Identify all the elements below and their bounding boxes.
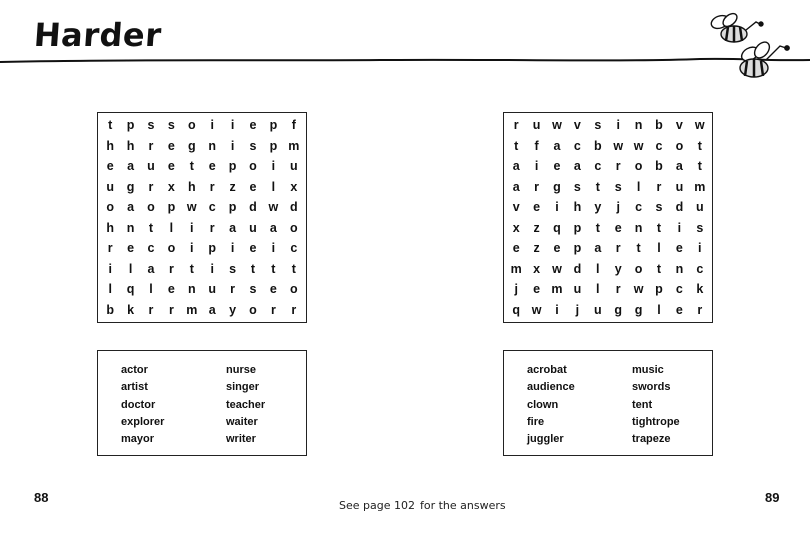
grid-letter: i — [271, 159, 276, 174]
grid-letter: o — [147, 200, 155, 215]
grid-letter: l — [271, 179, 276, 194]
grid-letter: n — [126, 220, 135, 235]
grid-letter: u — [675, 179, 684, 194]
word-item: artist — [121, 381, 148, 394]
word-item: audience — [527, 381, 575, 394]
grid-letter: r — [209, 179, 215, 194]
grid-letter: l — [169, 220, 174, 235]
grid-letter: x — [533, 261, 541, 276]
grid-letter: l — [128, 261, 133, 276]
grid-letter: c — [696, 261, 704, 276]
grid-letter: a — [553, 138, 561, 153]
grid-letter: o — [634, 159, 643, 174]
grid-letter: c — [635, 200, 643, 215]
grid-letter: t — [656, 261, 662, 276]
grid-letter: e — [106, 159, 114, 174]
grid-letter: r — [615, 282, 621, 297]
grid-letter: e — [553, 241, 561, 256]
word-item: music — [632, 364, 664, 376]
grid-letter: g — [553, 179, 561, 194]
grid-letter: a — [208, 302, 216, 317]
word-list-right — [503, 350, 713, 456]
grid-letter: h — [106, 138, 115, 153]
grid-letter: t — [148, 220, 154, 235]
grid-letter: b — [106, 302, 115, 317]
grid-letter: t — [595, 179, 600, 194]
grid-letter: p — [655, 282, 663, 297]
grid-letter: r — [230, 282, 236, 297]
grid-letter: a — [229, 220, 237, 235]
grid-letter: t — [250, 261, 256, 276]
grid-letter: e — [533, 282, 541, 297]
grid-letter: r — [697, 302, 703, 317]
grid-letter: e — [249, 241, 257, 256]
grid-letter: u — [147, 159, 155, 174]
grid-letter: e — [553, 159, 561, 174]
grid-letter: c — [675, 282, 683, 297]
grid-letter: e — [167, 138, 175, 153]
grid-letter: i — [677, 220, 682, 235]
grid-letter: c — [573, 138, 581, 153]
grid-letter: r — [534, 179, 540, 194]
grid-letter: y — [229, 302, 237, 317]
grid-letter: u — [208, 282, 216, 297]
grid-letter: m — [694, 179, 706, 194]
grid-letter: u — [532, 118, 541, 133]
grid-letter: g — [614, 302, 622, 317]
grid-letter: w — [613, 138, 624, 153]
grid-letter: k — [127, 302, 135, 317]
grid-letter: r — [168, 261, 174, 276]
grid-letter: w — [552, 261, 562, 276]
grid-letter: t — [697, 159, 702, 174]
grid-letter: p — [269, 138, 278, 153]
word-item: singer — [226, 381, 260, 394]
grid-letter: v — [675, 118, 683, 133]
grid-letter: c — [594, 159, 602, 174]
word-item: writer — [226, 433, 256, 446]
grid-letter: t — [656, 220, 662, 235]
grid-letter: w — [268, 200, 279, 215]
page-number-left: 88 — [34, 490, 49, 505]
word-column-1 — [527, 362, 575, 448]
grid-letter: p — [167, 200, 176, 215]
grid-letter: a — [675, 159, 683, 174]
grid-letter: t — [108, 118, 113, 133]
grid-letter: o — [634, 261, 643, 276]
grid-letter: o — [289, 282, 298, 297]
word-item: swords — [632, 381, 671, 394]
grid-letter: u — [289, 159, 298, 174]
bee-icon — [704, 8, 810, 80]
grid-letter: s — [167, 118, 175, 133]
word-search-grid-left — [97, 112, 307, 323]
grid-letter: e — [249, 118, 257, 133]
grid-letter: b — [655, 118, 663, 133]
grid-letter: a — [127, 200, 135, 215]
grid-letter: o — [675, 138, 684, 153]
grid-letter: i — [555, 302, 559, 317]
word-item: actor — [121, 364, 148, 376]
grid-letter: i — [271, 241, 276, 256]
grid-letter: b — [593, 138, 602, 153]
grid-letter: o — [249, 302, 257, 317]
grid-letter: t — [291, 261, 296, 276]
grid-letter: j — [575, 302, 580, 317]
grid-letter: f — [291, 118, 296, 133]
grid-letter: t — [595, 220, 600, 235]
grid-letter: e — [127, 241, 135, 256]
word-search-grid-right — [503, 112, 713, 323]
grid-letter: s — [594, 118, 602, 133]
grid-letter: r — [148, 179, 154, 194]
grid-letter: i — [230, 138, 235, 153]
grid-letter: e — [167, 159, 175, 174]
grid-letter: i — [230, 241, 235, 256]
word-column-2 — [632, 362, 680, 448]
grid-letter: e — [512, 241, 520, 256]
grid-letter: e — [533, 200, 541, 215]
grid-letter: a — [512, 159, 520, 174]
grid-letter: o — [289, 220, 298, 235]
grid-letter: t — [636, 241, 641, 256]
grid-letter: i — [230, 118, 235, 133]
grid-letter: u — [695, 200, 704, 215]
grid-letter: c — [655, 138, 663, 153]
grid-letter: r — [513, 118, 519, 133]
grid-letter: e — [614, 220, 622, 235]
grid-letter: w — [694, 118, 705, 133]
grid-letter: h — [106, 220, 115, 235]
grid-letter: r — [615, 159, 621, 174]
word-item: mayor — [121, 433, 155, 446]
word-item: waiter — [226, 415, 258, 428]
grid-letter: r — [107, 241, 113, 256]
grid-letter: c — [147, 241, 155, 256]
word-item: acrobat — [527, 364, 567, 376]
grid-letter: w — [186, 200, 197, 215]
grid-letter: h — [187, 179, 196, 194]
grid-letter: z — [533, 241, 540, 256]
word-column-2 — [226, 362, 265, 448]
grid-letter: i — [108, 261, 112, 276]
grid-letter: s — [229, 261, 237, 276]
grid-letter: w — [531, 302, 542, 317]
grid-letter: d — [675, 200, 684, 215]
word-item: explorer — [121, 415, 165, 428]
grid-letter: o — [249, 159, 257, 174]
grid-letter: i — [616, 118, 620, 133]
grid-letter: d — [289, 200, 298, 215]
word-item: trapeze — [632, 433, 671, 446]
grid-letter: u — [593, 302, 602, 317]
grid-letter: u — [249, 220, 257, 235]
grid-letter: f — [534, 138, 539, 153]
grid-letter: c — [208, 200, 216, 215]
grid-letter: w — [633, 138, 644, 153]
grid-letter: a — [594, 241, 602, 256]
grid-letter: p — [573, 241, 582, 256]
grid-letter: m — [510, 261, 522, 276]
grid-letter: i — [210, 118, 214, 133]
grid-letter: l — [596, 282, 600, 297]
grid-letter: d — [249, 200, 257, 215]
grid-letter: e — [167, 282, 175, 297]
grid-letter: x — [167, 179, 175, 194]
grid-letter: t — [271, 261, 276, 276]
grid-letter: s — [573, 179, 581, 194]
grid-letter: e — [269, 282, 277, 297]
grid-letter: r — [209, 220, 215, 235]
word-item: tightrope — [632, 415, 680, 428]
grid-letter: t — [189, 261, 194, 276]
grid-letter: s — [147, 118, 155, 133]
grid-letter: n — [675, 261, 684, 276]
grid-letter: t — [514, 138, 519, 153]
grid-letter: i — [698, 241, 702, 256]
grid-letter: p — [228, 159, 237, 174]
footer-note-text: for the answers — [420, 499, 506, 512]
grid-letter: o — [106, 200, 115, 215]
grid-letter: l — [596, 261, 600, 276]
grid-letter: g — [126, 179, 135, 194]
grid-letter: s — [614, 179, 622, 194]
grid-letter: m — [186, 302, 198, 317]
grid-letter: h — [573, 200, 582, 215]
grid-letter: s — [249, 282, 257, 297]
grid-letter: e — [208, 159, 216, 174]
grid-letter: a — [127, 159, 135, 174]
grid-letter: n — [634, 118, 643, 133]
grid-letter: r — [168, 302, 174, 317]
grid-letter: r — [615, 241, 621, 256]
header-rule — [0, 44, 810, 84]
footer-note-reference: See page 102 — [339, 499, 415, 512]
grid-letter: y — [614, 261, 622, 276]
grid-letter: o — [187, 118, 196, 133]
grid-letter: m — [551, 282, 563, 297]
grid-letter: d — [573, 261, 582, 276]
grid-letter: p — [208, 241, 216, 256]
grid-letter: b — [655, 159, 663, 174]
grid-letter: o — [167, 241, 176, 256]
grid-letter: t — [697, 138, 702, 153]
grid-letter: t — [189, 159, 194, 174]
grid-letter: p — [126, 118, 135, 133]
word-item: nurse — [226, 364, 256, 376]
grid-letter: a — [573, 159, 581, 174]
grid-letter: i — [190, 220, 194, 235]
grid-letter: l — [657, 302, 661, 317]
word-list-left — [97, 350, 307, 456]
grid-letter: a — [147, 261, 155, 276]
word-item: clown — [527, 398, 559, 411]
grid-letter: p — [573, 220, 582, 235]
grid-letter: u — [573, 282, 582, 297]
grid-letter: n — [208, 138, 216, 153]
grid-letter: y — [594, 200, 602, 215]
grid-letter: s — [249, 138, 257, 153]
grid-letter: q — [512, 302, 521, 317]
grid-letter: r — [291, 302, 297, 317]
grid-letter: n — [634, 220, 643, 235]
grid-letter: g — [187, 138, 196, 153]
grid-letter: m — [288, 138, 300, 153]
word-item: fire — [527, 415, 545, 428]
page-number-right: 89 — [765, 490, 780, 505]
word-item: teacher — [226, 398, 266, 411]
grid-letter: n — [187, 282, 196, 297]
grid-letter: p — [269, 118, 278, 133]
grid-letter: j — [616, 200, 620, 215]
grid-letter: j — [514, 282, 518, 297]
grid-letter: e — [675, 302, 683, 317]
grid-letter: i — [190, 241, 194, 256]
grid-letter: a — [269, 220, 277, 235]
grid-letter: l — [149, 282, 153, 297]
grid-letter: c — [290, 241, 298, 256]
grid-letter: i — [210, 261, 214, 276]
grid-letter: l — [108, 282, 112, 297]
grid-letter: u — [106, 179, 115, 194]
word-item: doctor — [121, 398, 156, 411]
grid-letter: q — [553, 220, 561, 235]
grid-letter: h — [126, 138, 135, 153]
grid-letter: w — [552, 118, 562, 133]
grid-letter: i — [534, 159, 539, 174]
grid-letter: z — [229, 179, 236, 194]
grid-letter: l — [657, 241, 661, 256]
grid-letter: i — [555, 200, 559, 215]
grid-letter: v — [573, 118, 581, 133]
grid-letter: w — [633, 282, 644, 297]
grid-letter: a — [512, 179, 520, 194]
grid-letter: q — [126, 282, 135, 297]
grid-letter: e — [675, 241, 683, 256]
grid-letter: r — [148, 302, 154, 317]
grid-letter: x — [512, 220, 520, 235]
page-title: Harder — [32, 16, 163, 54]
grid-letter: v — [512, 200, 520, 215]
grid-letter: r — [148, 138, 154, 153]
grid-letter: s — [655, 200, 663, 215]
grid-letter: e — [249, 179, 257, 194]
grid-letter: r — [656, 179, 662, 194]
grid-letter: z — [533, 220, 540, 235]
grid-letter: x — [290, 179, 298, 194]
word-column-1 — [121, 362, 164, 448]
word-item: tent — [632, 398, 653, 411]
grid-letter: l — [636, 179, 641, 194]
grid-letter: g — [634, 302, 643, 317]
grid-letter: p — [228, 200, 237, 215]
grid-letter: k — [696, 282, 704, 297]
grid-letter: s — [696, 220, 704, 235]
word-item: juggler — [527, 433, 564, 446]
grid-letter: r — [270, 302, 276, 317]
